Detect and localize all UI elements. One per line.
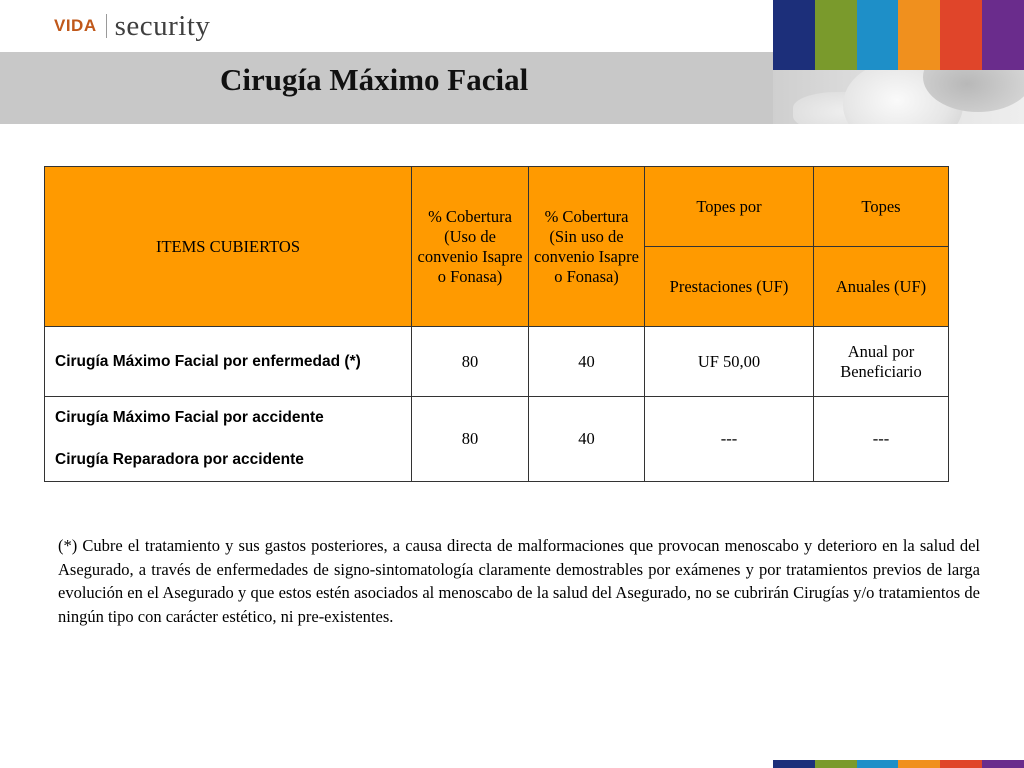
coverage-table — [44, 166, 949, 482]
row-items — [45, 397, 412, 482]
stripe — [857, 0, 899, 70]
logo-product: security — [114, 9, 211, 42]
footnote: (*) Cubre el tratamiento y sus gastos posteriores, a causa directa de malformaciones que provocan menoscabo y deterioro en la salud del Asegurado, a través de enfermedades de signo-sintomatología claramente demostrables por exámenes y por tratamientos previos de larga evolución en el Asegurado y que estos estén asociados al menoscabo de la salud del Asegurado, no se cubrirán Cirugías y/o tratamientos de ningún tipo con carácter estético, ni pre-existentes. — [58, 536, 980, 626]
logo-brand: VIDA — [54, 16, 97, 35]
item-label: Cirugía Máximo Facial por accidente — [55, 409, 324, 426]
stripe — [815, 0, 857, 70]
item-label: Cirugía Reparadora por accidente — [55, 451, 304, 468]
cell-topes-prestaciones: --- — [645, 397, 814, 482]
cell-coverage-convenio: 80 — [412, 327, 529, 397]
table-row — [45, 397, 949, 482]
header-topes-anuales-top: Topes — [814, 167, 949, 247]
cell-coverage-sin-convenio: 40 — [529, 397, 645, 482]
header-coverage-convenio: % Cobertura (Uso de convenio Isapre o Fonasa) — [412, 167, 529, 327]
cell-coverage-sin-convenio: 40 — [529, 327, 645, 397]
logo-divider — [106, 14, 107, 38]
stripe — [773, 0, 815, 70]
stripe — [940, 0, 982, 70]
item-label: Cirugía Máximo Facial por enfermedad (*) — [55, 352, 361, 370]
color-stripes-top — [773, 0, 1024, 70]
vida-security-logo — [54, 8, 210, 44]
cell-coverage-convenio: 80 — [412, 397, 529, 482]
stripe — [815, 760, 857, 768]
stripe — [982, 760, 1024, 768]
cell-topes-anuales: Anual por Beneficiario — [814, 327, 949, 397]
header-topes-prestaciones-bottom: Prestaciones (UF) — [645, 247, 814, 327]
header-items: ITEMS CUBIERTOS — [45, 167, 412, 327]
cell-topes-anuales: --- — [814, 397, 949, 482]
stripe — [982, 0, 1024, 70]
header-topes-prestaciones-top: Topes por — [645, 167, 814, 247]
row-items — [45, 327, 412, 397]
stripe — [857, 760, 899, 768]
header-coverage-sin-convenio: % Cobertura (Sin uso de convenio Isapre o Fonasa) — [529, 167, 645, 327]
stripe — [940, 760, 982, 768]
stripe — [898, 0, 940, 70]
table-row — [45, 327, 949, 397]
stripe — [773, 760, 815, 768]
header-topes-anuales-bottom: Anuales (UF) — [814, 247, 949, 327]
color-stripes-bottom — [773, 760, 1024, 768]
stripe — [898, 760, 940, 768]
cell-topes-prestaciones: UF 50,00 — [645, 327, 814, 397]
page-title: Cirugía Máximo Facial — [220, 62, 529, 97]
